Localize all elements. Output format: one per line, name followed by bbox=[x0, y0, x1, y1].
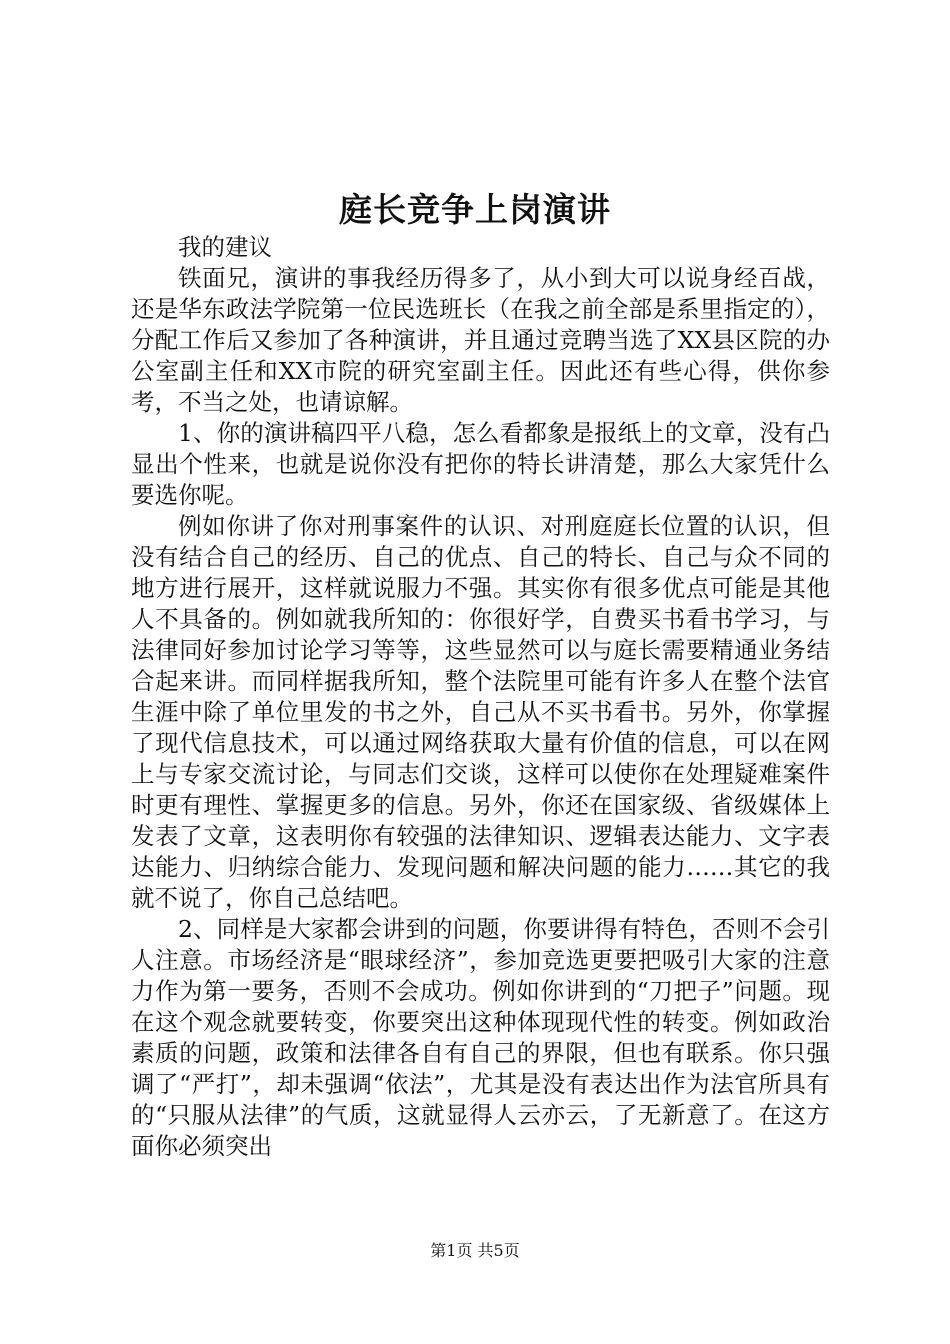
paragraph-example: 例如你讲了你对刑事案件的认识、对刑庭庭长位置的认识，但没有结合自己的经历、自己的优点、自己的特长、自己与众不同的地方进行展开，这样就说服力不强。其实你有很多优点可能是其他人不具备的。例如就我所知的：你很好学，自费买书看书学习，与法律同好参加讨论学习等等，这些显然可以与庭长需要精通业务结合起来讲。而同样据我所知，整个法院里可能有许多人在整个法官生涯中除了单位里发的书之外，自己从不买书看书。另外，你掌握了现代信息技术，可以通过网络获取大量有价值的信息，可以在网上与专家交流讨论，与同志们交谈，这样可以使你在处理疑难案件时更有理性、掌握更多的信息。另外，你还在国家级、省级媒体上发表了文章，这表明你有较强的法律知识、逻辑表达能力、文字表达能力、归纳综合能力、发现问题和解决问题的能力……其它的我就不说了，你自己总结吧。 bbox=[131, 512, 830, 912]
paragraph-heading: 我的建议 bbox=[178, 233, 272, 261]
page-footer: 第1页 共5页 bbox=[430, 1241, 520, 1260]
paragraph-point-1: 1、你的演讲稿四平八稳，怎么看都象是报纸上的文章，没有凸显出个性来，也就是说你没有把你的特长讲清楚，那么大家凭什么要选你呢。 bbox=[131, 419, 830, 509]
paragraph-point-2: 2、同样是大家都会讲到的问题，你要讲得有特色，否则不会引人注意。市场经济是“眼球经济”，参加竞选更要把吸引大家的注意力作为第一要务，否则不会成功。例如你讲到的“刀把子”问题。现在这个观念就要转变，你要突出这种体现现代性的转变。例如政治素质的问题，政策和法律各自有自己的界限，但也有联系。你只强调了“严打”，却未强调“依法”，尤其是没有表达出作为法官所具有的“只服从法律”的气质，这就显得人云亦云，了无新意了。在这方面你必须突出 bbox=[131, 915, 830, 1160]
paragraph-intro: 铁面兄，演讲的事我经历得多了，从小到大可以说身经百战，还是华东政法学院第一位民选班长（在我之前全部是系里指定的），分配工作后又参加了各种演讲，并且通过竞聘当选了XX县区院的办公室副主任和XX市院的研究室副主任。因此还有些心得，供你参考，不当之处，也请谅解。 bbox=[131, 264, 830, 416]
document-title: 庭长竞争上岗演讲 bbox=[339, 190, 611, 229]
document-body bbox=[131, 232, 830, 1162]
